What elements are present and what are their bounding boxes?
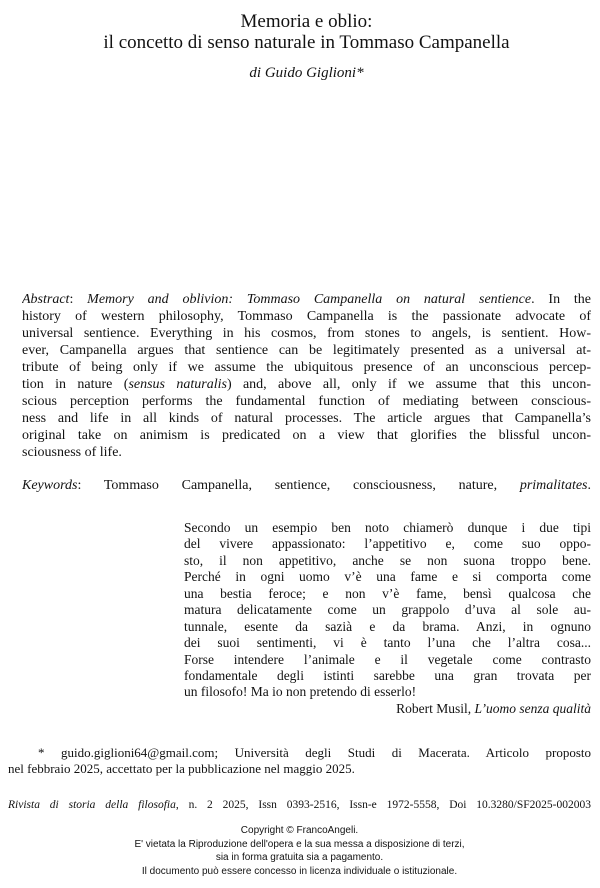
text-line: universal sentience. Everything in his cosmos, from stones to angels, is sentient. How- bbox=[22, 326, 591, 341]
text-line: nel febbraio 2025, accettato per la pubblicazione nel maggio 2025. bbox=[8, 761, 355, 777]
text-line: ever, Campanella argues that sentience can be legitimately presented as a universal at- bbox=[22, 343, 591, 358]
copyright-notice bbox=[8, 825, 591, 879]
text-line: Abstract: Memory and oblivion: Tommaso Campanella on natural sentience. In the bbox=[22, 292, 591, 307]
text-line: Il documento può essere concesso in licenza individuale o istituzionale. bbox=[141, 865, 458, 877]
text-line: tribute of being only if we assume the ubiquitous presence of an unconscious percep- bbox=[22, 360, 591, 375]
text-line: tunnale, esente da sazià e da brama. Anzi, in ognuno bbox=[184, 618, 591, 634]
text-line: Robert Musil, L’uomo senza qualità bbox=[396, 700, 591, 716]
text-line: Rivista di storia della filosofia, n. 2 2025, Issn 0393-2516, Issn-e 1972-5558, Doi 10.3280/SF2025-002003 bbox=[8, 799, 591, 812]
keywords-line bbox=[22, 478, 591, 495]
text-line: history of western philosophy, Tommaso Campanella is the passionate advocate of bbox=[22, 309, 591, 324]
text-line: Keywords: Tommaso Campanella, sentience, consciousness, nature, primalitates. bbox=[22, 478, 591, 493]
text-line: original take on animism is predicated on a view that glorifies the blissful uncon- bbox=[22, 428, 591, 443]
text-line: Secondo un esempio ben noto chiamerò dunque i due tipi bbox=[184, 520, 591, 535]
text-line: scious perception performs the fundamental function of mediating between conscious- bbox=[22, 394, 591, 409]
text-line: Forse intendere l’animale e il vegetale come contrasto bbox=[184, 651, 591, 667]
author-footnote bbox=[8, 745, 591, 777]
text-line: un filosofo! Ma io non pretendo di esserlo! bbox=[184, 684, 417, 700]
text-line: ness and life in all kinds of natural processes. The article argues that Campanella’s bbox=[22, 411, 591, 426]
text-line: * guido.giglioni64@gmail.com; Università degli Studi di Macerata. Articolo proposto bbox=[38, 745, 591, 761]
abstract-paragraph bbox=[22, 292, 591, 462]
text-line: sto, il non appetitivo, anche se non suona troppo bene. bbox=[184, 552, 591, 568]
title-line-1: Memoria e oblio: bbox=[240, 11, 373, 32]
journal-info-line bbox=[8, 799, 591, 815]
text-line: Copyright © FrancoAngeli. bbox=[240, 825, 359, 837]
author-byline: di Guido Giglioni* bbox=[249, 65, 364, 81]
page-footer bbox=[0, 745, 600, 879]
text-line: Perché in ogni uomo v’è una fame e si comporta come bbox=[184, 569, 591, 585]
text-line: E' vietata la Riproduzione dell'opera e la sua messa a disposizione di terzi, bbox=[134, 838, 465, 850]
text-line: sia in forma gratuita sia a pagamento. bbox=[215, 852, 384, 864]
epigraph-attribution bbox=[184, 701, 591, 717]
text-line: matura delicatamente come un grappolo d’uva al sole au- bbox=[184, 602, 591, 618]
text-line: fondamentale degli istinti sarebbe una gran trovata per bbox=[184, 667, 591, 683]
text-line: sciousness of life. bbox=[22, 445, 122, 460]
text-line: del vivere appassionato: l’appetitivo e, come suo oppo- bbox=[184, 536, 591, 552]
title-line-2: il concetto di senso naturale in Tommaso Campanella bbox=[103, 32, 510, 53]
text-line: una bestia feroce; e non v’è fame, bensì qualcosa che bbox=[184, 585, 591, 601]
article-header bbox=[0, 11, 600, 82]
epigraph-quote bbox=[184, 520, 591, 701]
text-line: tion in nature (sensus naturalis) and, above all, only if we assume that this uncon- bbox=[22, 377, 591, 392]
article-title bbox=[22, 11, 591, 53]
text-line: dei suoi sentimenti, vi è tanto l’una che l’altra cosa... bbox=[184, 635, 591, 651]
